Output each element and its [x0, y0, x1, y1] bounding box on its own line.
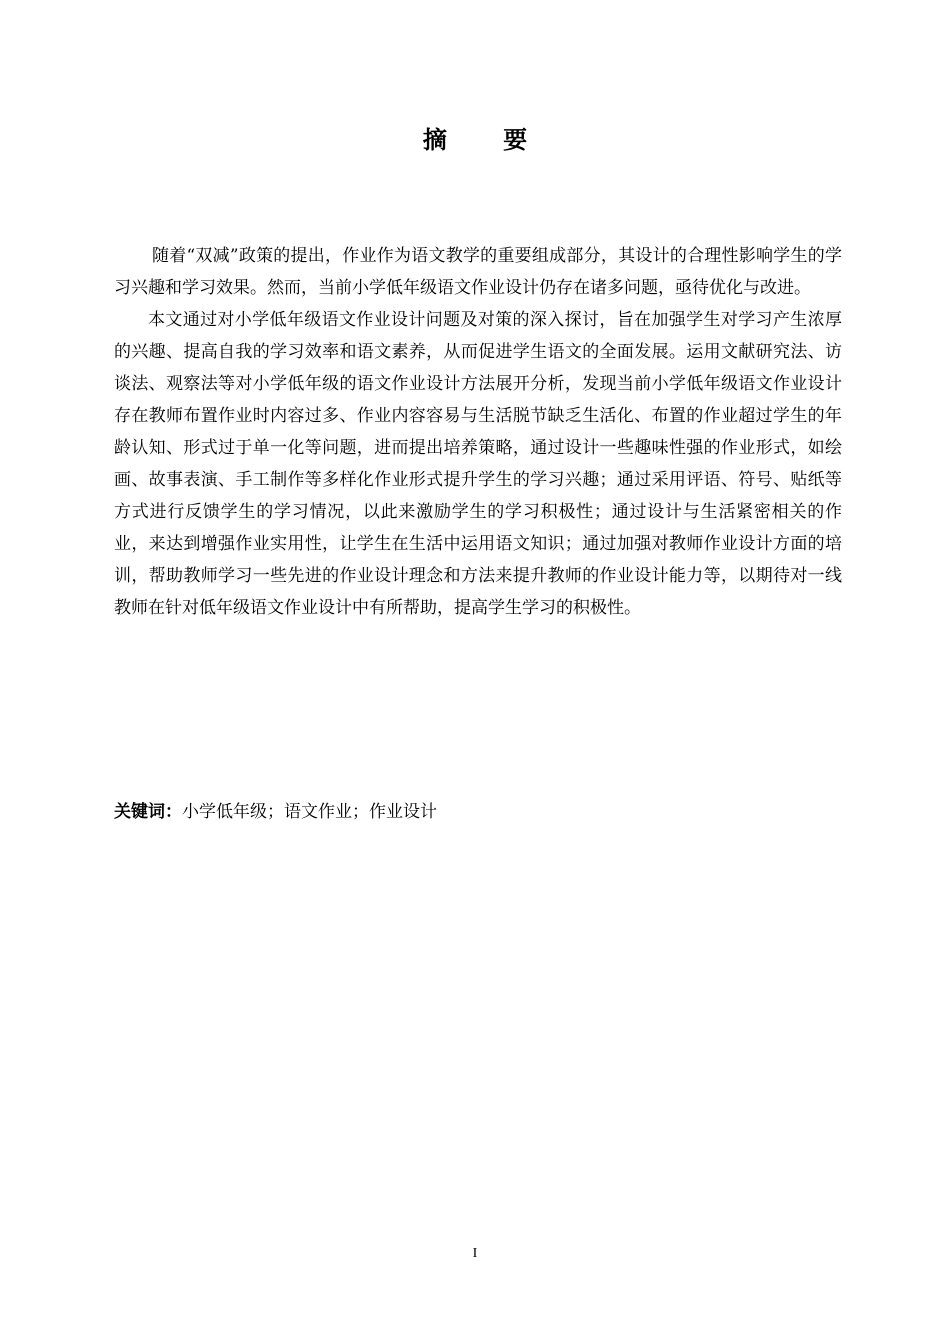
- abstract-paragraph: 随着“双减”政策的提出，作业作为语文教学的重要组成部分，其设计的合理性影响学生的学习兴趣和学习效果。然而，当前小学低年级语文作业设计仍存在诸多问题，亟待优化与改进。: [114, 246, 842, 298]
- keywords-value: 小学低年级；语文作业；作业设计: [182, 802, 437, 822]
- page-title: 摘 要: [422, 126, 552, 154]
- keywords-line: [114, 797, 437, 827]
- page-number: I: [472, 1246, 478, 1261]
- abstract-paragraph: 本文通过对小学低年级语文作业设计问题及对策的深入探讨，旨在加强学生对学习产生浓厚的兴趣、提高自我的学习效率和语文素养，从而促进学生语文的全面发展。运用文献研究法、访谈法、观察法等对小学低年级的语文作业设计方法展开分析，发现当前小学低年级语文作业设计存在教师布置作业时内容过多、作业内容容易与生活脱节缺乏生活化、布置的作业超过学生的年龄认知、形式过于单一化等问题，进而提出培养策略，通过设计一些趣味性强的作业形式，如绘画、故事表演、手工制作等多样化作业形式提升学生的学习兴趣；通过采用评语、符号、贴纸等方式进行反馈学生的学习情况，以此来激励学生的学习积极性；通过设计与生活紧密相关的作业，来达到增强作业实用性，让学生在生活中运用语文知识；通过加强对教师作业设计方面的培训，帮助教师学习一些先进的作业设计理念和方法来提升教师的作业设计能力等，以期待对一线教师在针对低年级语文作业设计中有所帮助，提高学生学习的积极性。: [114, 310, 842, 618]
- keywords-label: 关键词：: [114, 802, 182, 822]
- abstract-body: [114, 240, 842, 624]
